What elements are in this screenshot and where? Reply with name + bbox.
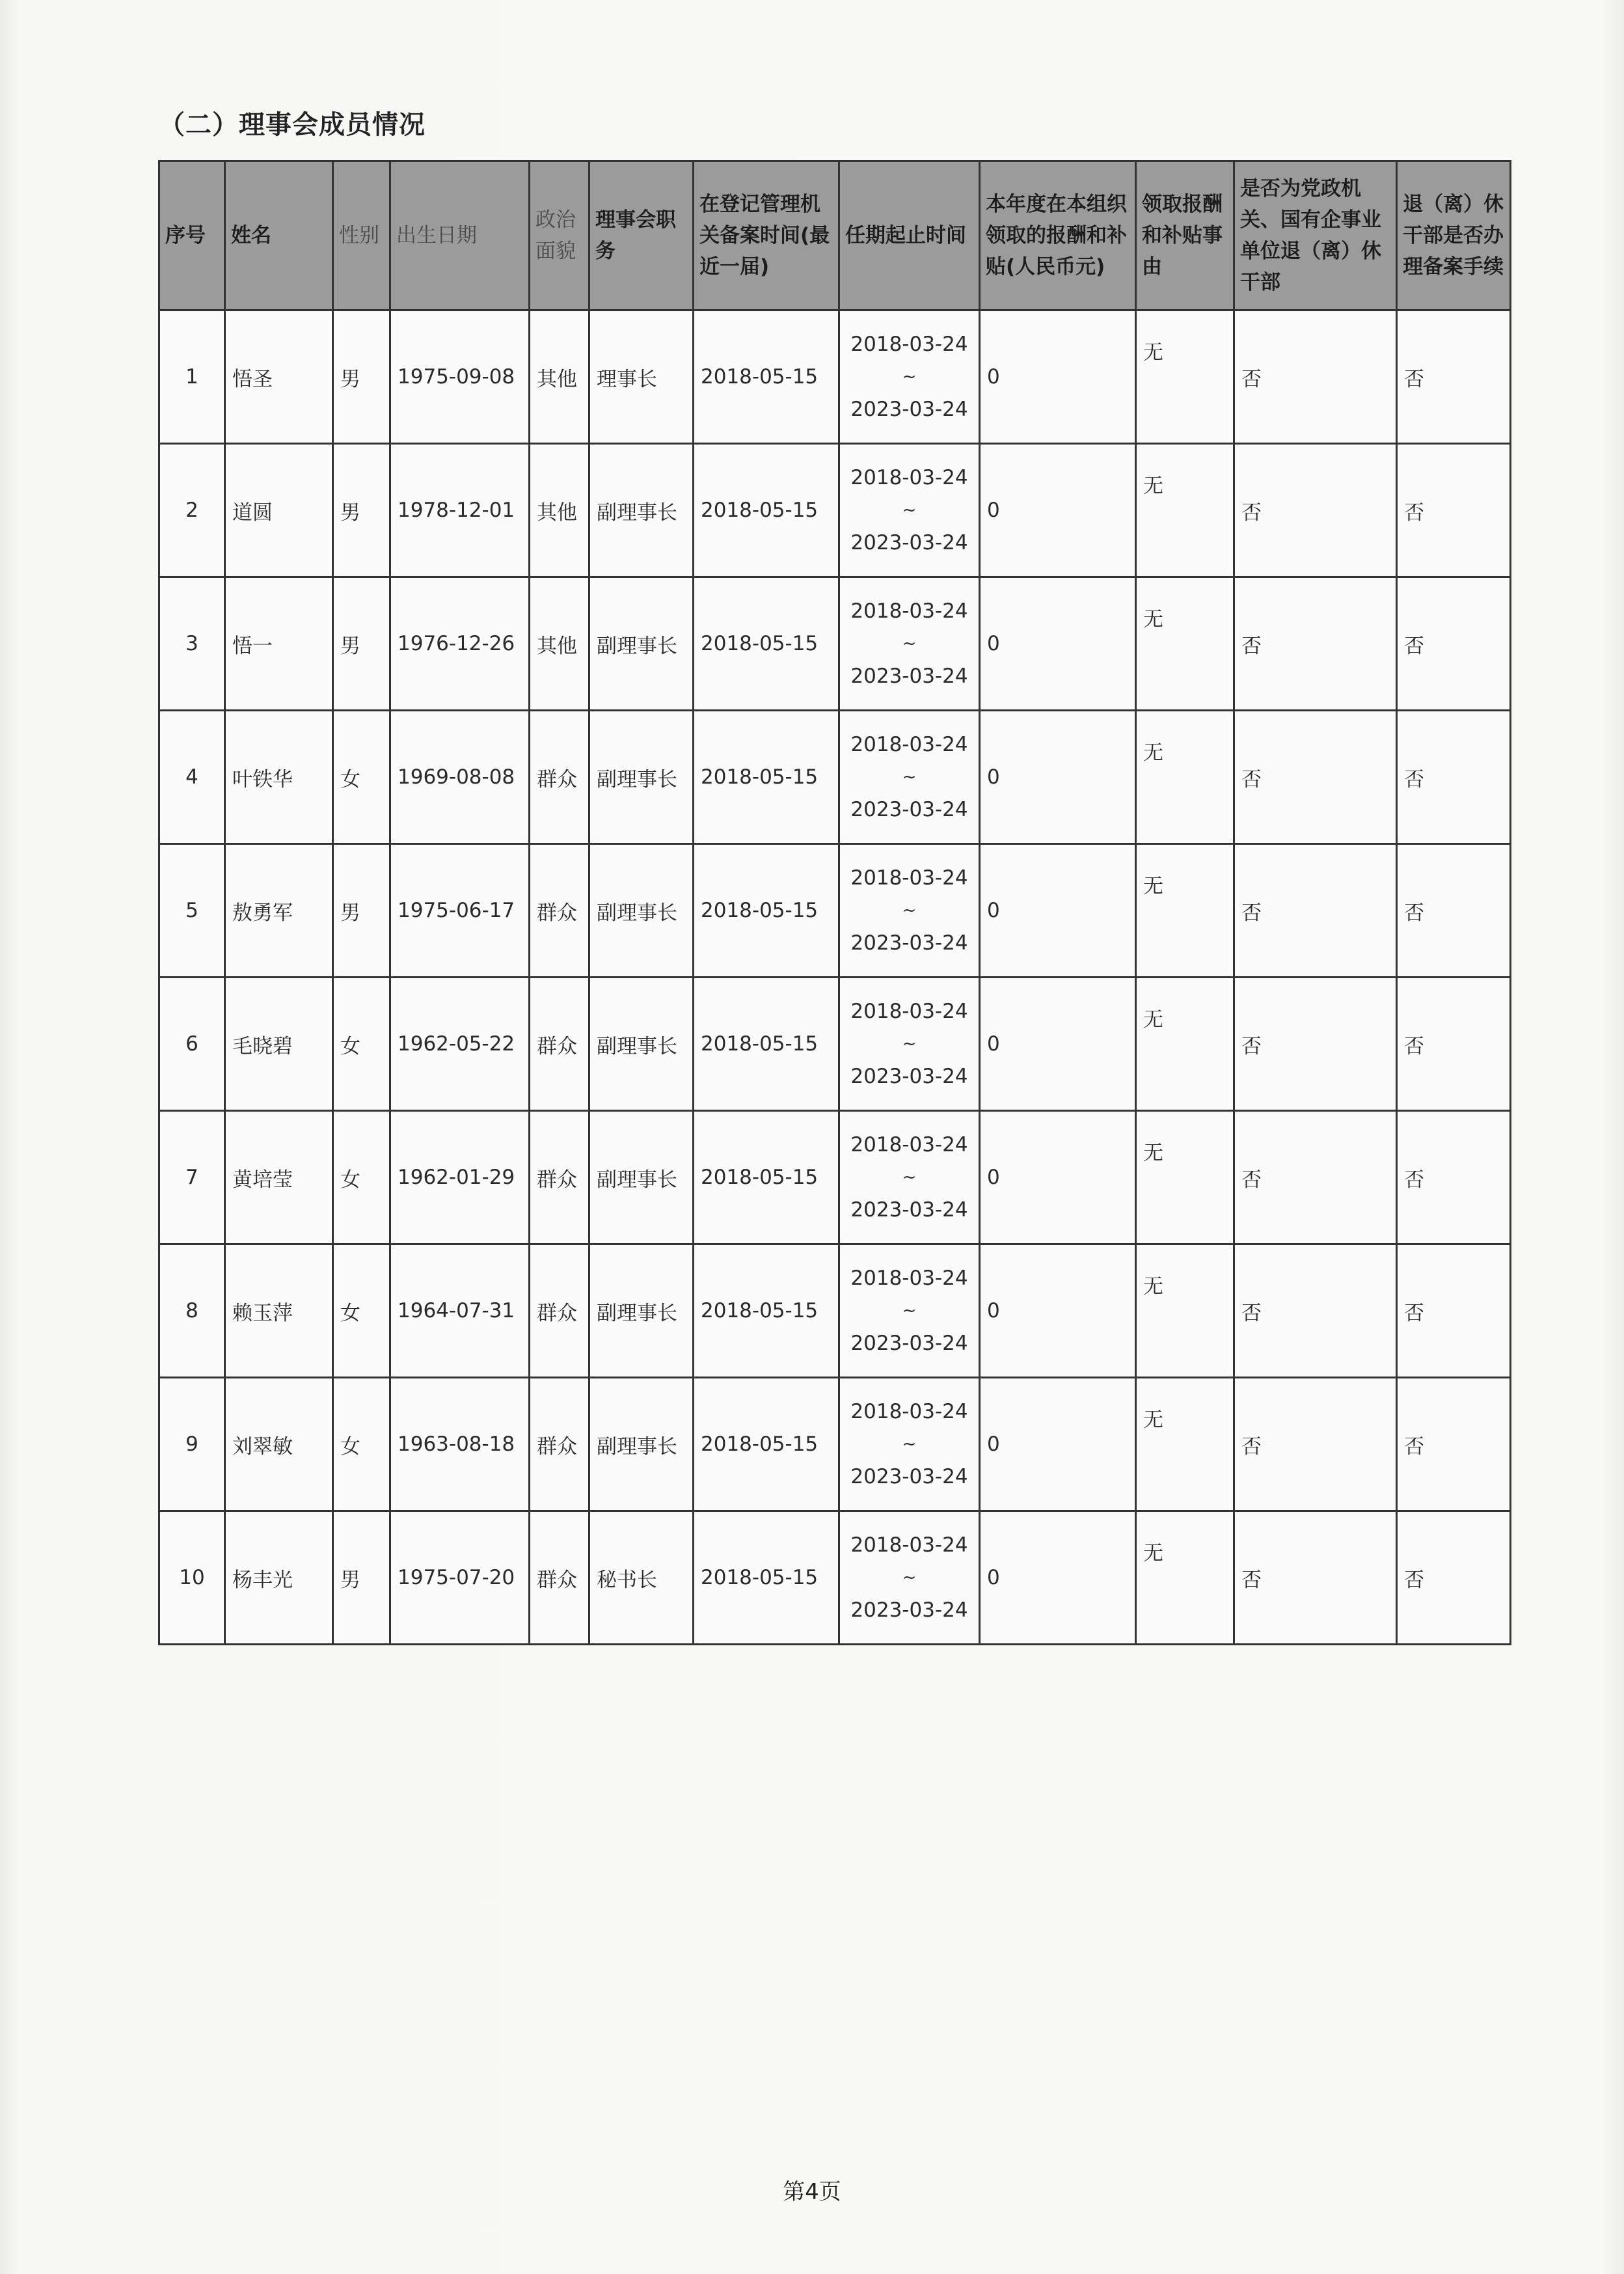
cell-gender: 男 <box>333 1511 390 1645</box>
table-header-row <box>159 161 1511 310</box>
cell-term <box>839 978 980 1111</box>
cell-birth-date: 1975-07-20 <box>390 1511 530 1645</box>
cell-retired-cadre: 否 <box>1234 711 1397 844</box>
cell-remuneration: 0 <box>980 1111 1136 1244</box>
cell-filing-procedure: 否 <box>1397 1244 1511 1378</box>
cell-filing-procedure: 否 <box>1397 577 1511 711</box>
page-number: 第4页 <box>783 2179 841 2205</box>
term-separator: ~ <box>902 1034 917 1054</box>
term-separator: ~ <box>902 1168 917 1187</box>
cell-filing-date: 2018-05-15 <box>694 1511 839 1645</box>
cell-index: 6 <box>159 978 225 1111</box>
cell-position: 副理事长 <box>589 577 694 711</box>
term-start: 2018-03-24 <box>850 1267 968 1290</box>
term-end: 2023-03-24 <box>850 931 968 955</box>
cell-gender: 女 <box>333 1378 390 1511</box>
cell-birth-date: 1975-09-08 <box>390 310 530 444</box>
term-end: 2023-03-24 <box>850 398 968 421</box>
cell-gender: 男 <box>333 844 390 978</box>
cell-filing-procedure: 否 <box>1397 1111 1511 1244</box>
cell-index: 4 <box>159 711 225 844</box>
cell-reason: 无 <box>1136 711 1234 844</box>
cell-term <box>839 1244 980 1378</box>
cell-filing-date: 2018-05-15 <box>694 1111 839 1244</box>
cell-filing-date: 2018-05-15 <box>694 310 839 444</box>
cell-filing-date: 2018-05-15 <box>694 577 839 711</box>
header-filing-date: 在登记管理机关备案时间(最近一届) <box>694 161 839 310</box>
cell-filing-date: 2018-05-15 <box>694 1244 839 1378</box>
header-position: 理事会职务 <box>589 161 694 310</box>
cell-gender: 女 <box>333 1111 390 1244</box>
cell-position: 副理事长 <box>589 844 694 978</box>
term-separator: ~ <box>902 1568 917 1587</box>
cell-retired-cadre: 否 <box>1234 444 1397 577</box>
cell-politics: 群众 <box>530 844 589 978</box>
table-row <box>159 444 1511 577</box>
cell-term <box>839 711 980 844</box>
cell-reason: 无 <box>1136 1244 1234 1378</box>
cell-index: 8 <box>159 1244 225 1378</box>
header-index: 序号 <box>159 161 225 310</box>
cell-filing-procedure: 否 <box>1397 310 1511 444</box>
table-row <box>159 1511 1511 1645</box>
cell-gender: 男 <box>333 577 390 711</box>
cell-filing-procedure: 否 <box>1397 978 1511 1111</box>
cell-remuneration: 0 <box>980 577 1136 711</box>
cell-filing-procedure: 否 <box>1397 844 1511 978</box>
cell-politics: 群众 <box>530 1511 589 1645</box>
term-end: 2023-03-24 <box>850 1598 968 1622</box>
header-reason: 领取报酬和补贴事由 <box>1136 161 1234 310</box>
cell-name: 敖勇军 <box>225 844 333 978</box>
cell-name: 刘翠敏 <box>225 1378 333 1511</box>
term-end: 2023-03-24 <box>850 531 968 555</box>
cell-retired-cadre: 否 <box>1234 1511 1397 1645</box>
cell-retired-cadre: 否 <box>1234 844 1397 978</box>
cell-term <box>839 1378 980 1511</box>
cell-reason: 无 <box>1136 444 1234 577</box>
cell-reason: 无 <box>1136 1378 1234 1511</box>
term-start: 2018-03-24 <box>850 466 968 489</box>
cell-reason: 无 <box>1136 1111 1234 1244</box>
cell-remuneration: 0 <box>980 444 1136 577</box>
cell-term <box>839 577 980 711</box>
cell-position: 副理事长 <box>589 1378 694 1511</box>
cell-reason: 无 <box>1136 1511 1234 1645</box>
cell-position: 副理事长 <box>589 978 694 1111</box>
cell-filing-procedure: 否 <box>1397 1511 1511 1645</box>
cell-retired-cadre: 否 <box>1234 1378 1397 1511</box>
table-row <box>159 1244 1511 1378</box>
term-end: 2023-03-24 <box>850 1198 968 1222</box>
cell-remuneration: 0 <box>980 978 1136 1111</box>
cell-politics: 群众 <box>530 711 589 844</box>
cell-filing-date: 2018-05-15 <box>694 711 839 844</box>
cell-reason: 无 <box>1136 978 1234 1111</box>
cell-name: 杨丰光 <box>225 1511 333 1645</box>
cell-index: 9 <box>159 1378 225 1511</box>
table-row <box>159 577 1511 711</box>
cell-position: 理事长 <box>589 310 694 444</box>
cell-term <box>839 1111 980 1244</box>
cell-name: 黄培莹 <box>225 1111 333 1244</box>
cell-term <box>839 310 980 444</box>
cell-term <box>839 844 980 978</box>
cell-name: 叶铁华 <box>225 711 333 844</box>
cell-name: 赖玉萍 <box>225 1244 333 1378</box>
term-end: 2023-03-24 <box>850 798 968 821</box>
term-start: 2018-03-24 <box>850 599 968 623</box>
cell-remuneration: 0 <box>980 1511 1136 1645</box>
cell-remuneration: 0 <box>980 310 1136 444</box>
cell-filing-date: 2018-05-15 <box>694 844 839 978</box>
cell-birth-date: 1976-12-26 <box>390 577 530 711</box>
table-row <box>159 978 1511 1111</box>
table-row <box>159 1378 1511 1511</box>
cell-filing-procedure: 否 <box>1397 1378 1511 1511</box>
term-separator: ~ <box>902 767 917 787</box>
header-remuneration: 本年度在本组织领取的报酬和补贴(人民币元) <box>980 161 1136 310</box>
header-name: 姓名 <box>225 161 333 310</box>
cell-index: 1 <box>159 310 225 444</box>
cell-reason: 无 <box>1136 844 1234 978</box>
term-start: 2018-03-24 <box>850 1533 968 1557</box>
term-start: 2018-03-24 <box>850 866 968 890</box>
cell-politics: 其他 <box>530 444 589 577</box>
term-start: 2018-03-24 <box>850 333 968 356</box>
header-gender: 性别 <box>333 161 390 310</box>
cell-position: 副理事长 <box>589 711 694 844</box>
cell-politics: 群众 <box>530 1244 589 1378</box>
cell-politics: 群众 <box>530 1111 589 1244</box>
term-end: 2023-03-24 <box>850 1065 968 1088</box>
cell-birth-date: 1978-12-01 <box>390 444 530 577</box>
term-separator: ~ <box>902 367 917 387</box>
header-birth-date: 出生日期 <box>390 161 530 310</box>
term-end: 2023-03-24 <box>850 1332 968 1355</box>
table-row <box>159 711 1511 844</box>
cell-name: 悟一 <box>225 577 333 711</box>
board-members-table <box>158 160 1511 1645</box>
term-separator: ~ <box>902 1434 917 1454</box>
cell-birth-date: 1969-08-08 <box>390 711 530 844</box>
cell-filing-date: 2018-05-15 <box>694 978 839 1111</box>
cell-index: 2 <box>159 444 225 577</box>
table-row <box>159 310 1511 444</box>
cell-remuneration: 0 <box>980 844 1136 978</box>
cell-retired-cadre: 否 <box>1234 978 1397 1111</box>
term-end: 2023-03-24 <box>850 1465 968 1488</box>
cell-birth-date: 1964-07-31 <box>390 1244 530 1378</box>
term-start: 2018-03-24 <box>850 1133 968 1157</box>
cell-politics: 其他 <box>530 577 589 711</box>
term-start: 2018-03-24 <box>850 1400 968 1423</box>
cell-reason: 无 <box>1136 310 1234 444</box>
cell-gender: 女 <box>333 711 390 844</box>
cell-politics: 其他 <box>530 310 589 444</box>
cell-term <box>839 1511 980 1645</box>
cell-index: 3 <box>159 577 225 711</box>
cell-birth-date: 1962-05-22 <box>390 978 530 1111</box>
term-start: 2018-03-24 <box>850 733 968 756</box>
cell-term <box>839 444 980 577</box>
table-body <box>159 310 1511 1645</box>
term-separator: ~ <box>902 901 917 920</box>
cell-position: 副理事长 <box>589 1244 694 1378</box>
cell-position: 秘书长 <box>589 1511 694 1645</box>
cell-gender: 男 <box>333 444 390 577</box>
cell-filing-procedure: 否 <box>1397 711 1511 844</box>
cell-gender: 女 <box>333 1244 390 1378</box>
cell-filing-date: 2018-05-15 <box>694 1378 839 1511</box>
cell-retired-cadre: 否 <box>1234 577 1397 711</box>
cell-remuneration: 0 <box>980 711 1136 844</box>
header-retired-cadre: 是否为党政机关、国有企事业单位退（离）休干部 <box>1234 161 1397 310</box>
section-title: （二）理事会成员情况 <box>159 110 426 140</box>
cell-index: 7 <box>159 1111 225 1244</box>
header-politics: 政治面貌 <box>530 161 589 310</box>
table-row <box>159 1111 1511 1244</box>
cell-birth-date: 1962-01-29 <box>390 1111 530 1244</box>
cell-index: 10 <box>159 1511 225 1645</box>
cell-filing-date: 2018-05-15 <box>694 444 839 577</box>
cell-filing-procedure: 否 <box>1397 444 1511 577</box>
cell-retired-cadre: 否 <box>1234 1111 1397 1244</box>
cell-name: 毛晓碧 <box>225 978 333 1111</box>
header-term: 任期起止时间 <box>839 161 980 310</box>
term-start: 2018-03-24 <box>850 1000 968 1023</box>
term-separator: ~ <box>902 500 917 520</box>
term-end: 2023-03-24 <box>850 664 968 688</box>
cell-birth-date: 1975-06-17 <box>390 844 530 978</box>
cell-birth-date: 1963-08-18 <box>390 1378 530 1511</box>
cell-retired-cadre: 否 <box>1234 1244 1397 1378</box>
table-row <box>159 844 1511 978</box>
cell-reason: 无 <box>1136 577 1234 711</box>
cell-position: 副理事长 <box>589 1111 694 1244</box>
cell-index: 5 <box>159 844 225 978</box>
cell-name: 悟圣 <box>225 310 333 444</box>
cell-remuneration: 0 <box>980 1244 1136 1378</box>
cell-retired-cadre: 否 <box>1234 310 1397 444</box>
cell-politics: 群众 <box>530 978 589 1111</box>
cell-gender: 女 <box>333 978 390 1111</box>
header-filing-procedure: 退（离）休干部是否办理备案手续 <box>1397 161 1511 310</box>
cell-name: 道圆 <box>225 444 333 577</box>
term-separator: ~ <box>902 634 917 653</box>
cell-politics: 群众 <box>530 1378 589 1511</box>
cell-remuneration: 0 <box>980 1378 1136 1511</box>
cell-position: 副理事长 <box>589 444 694 577</box>
cell-gender: 男 <box>333 310 390 444</box>
term-separator: ~ <box>902 1301 917 1321</box>
